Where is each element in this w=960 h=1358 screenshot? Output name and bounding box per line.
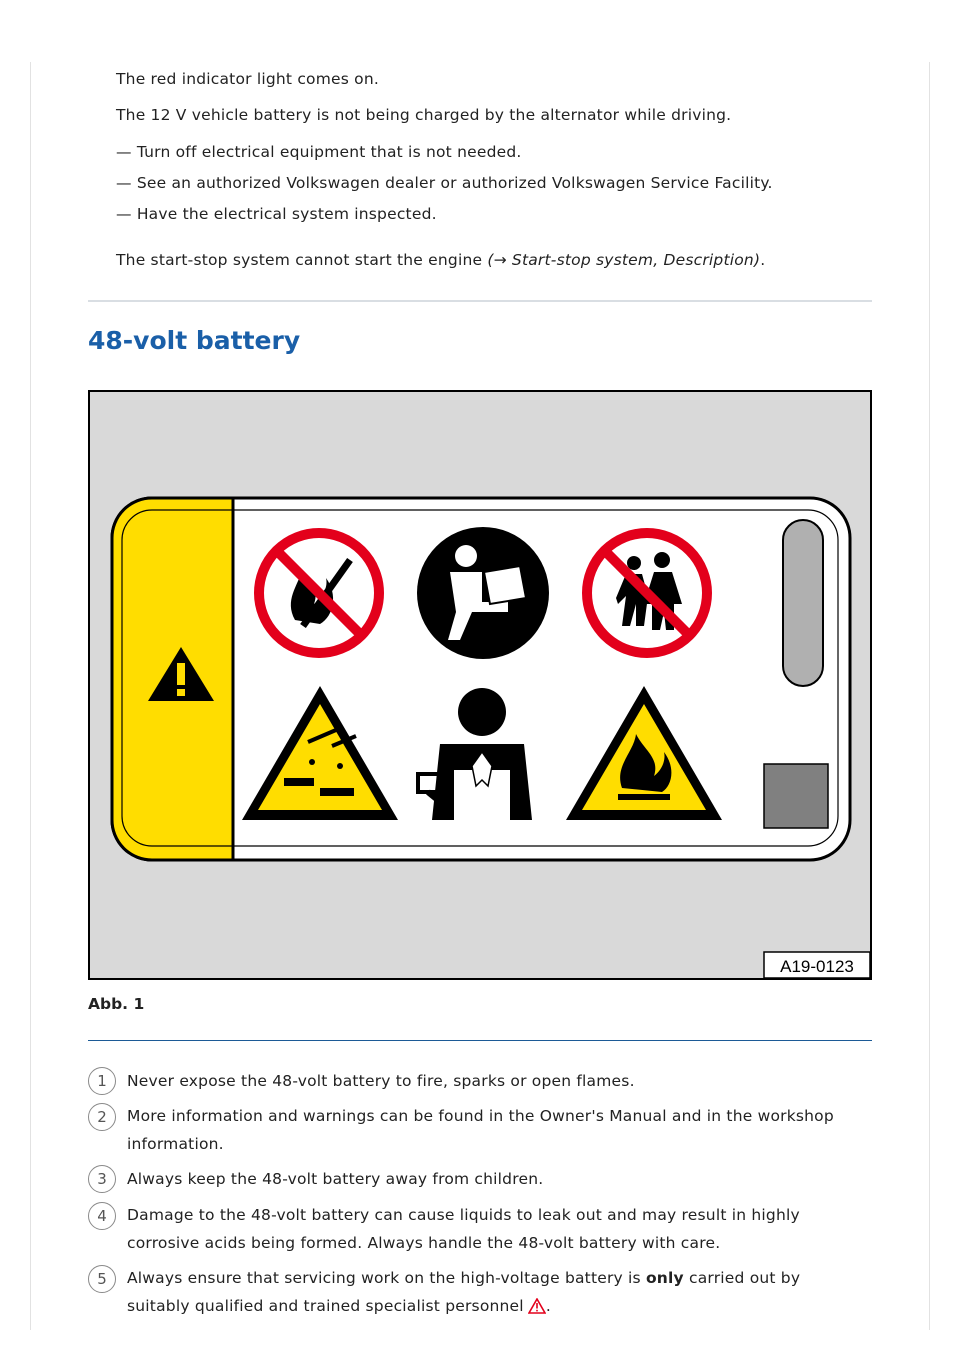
battery-label-figure (88, 390, 872, 980)
start-stop-link[interactable]: (→ Start-stop system, Description) (487, 251, 761, 269)
item-number-5: 5 (88, 1265, 116, 1293)
warning-reference-icon[interactable] (528, 1295, 546, 1323)
intro-line-1: The red indicator light comes on. (116, 70, 380, 88)
item-text-2: More information and warnings can be found in the Owner's Manual and in the workshop information. (127, 1107, 834, 1153)
page-border-right (929, 62, 930, 1330)
item-number-1: 1 (88, 1067, 116, 1095)
figure-code: A19-0123 (780, 957, 854, 976)
item-5-emphasis: only (645, 1269, 684, 1287)
caption-divider (88, 1040, 872, 1041)
item-number-2: 2 (88, 1103, 116, 1131)
item-5-end: . (545, 1297, 551, 1315)
page-border-left (30, 62, 31, 1330)
item-text-3: Always keep the 48-volt battery away from children. (127, 1170, 544, 1188)
no-open-flame-icon (259, 533, 379, 653)
item-text-4: Damage to the 48-volt battery can cause liquids to leak out and may result in highly corrosive acids being formed. Always handle the 48-volt battery with care. (127, 1206, 800, 1252)
line3-suffix: . (760, 251, 766, 269)
item-5-part-1: Always ensure that servicing work on the high-voltage battery is (127, 1269, 646, 1287)
section-heading: 48-volt battery (88, 326, 301, 355)
intro-line-2: The 12 V vehicle battery is not being charged by the alternator while driving. (116, 106, 732, 124)
line3-prefix: The start-stop system cannot start the engine (116, 251, 488, 269)
intro-line-3 (116, 251, 765, 269)
item-text-1: Never expose the 48-volt battery to fire, sparks or open flames. (127, 1072, 635, 1090)
read-manual-icon (417, 527, 549, 659)
bullet-2: — See an authorized Volkswagen dealer or authorized Volkswagen Service Facility. (116, 174, 773, 192)
item-number-3: 3 (88, 1165, 116, 1193)
section-divider (88, 300, 872, 302)
item-text-5 (127, 1264, 867, 1323)
item-number-4: 4 (88, 1202, 116, 1230)
bullet-3: — Have the electrical system inspected. (116, 205, 437, 223)
item-5-part-2: carried out by suitably qualified and trained specialist personnel (127, 1269, 801, 1315)
bullet-1: — Turn off electrical equipment that is not needed. (116, 143, 522, 161)
figure-caption: Abb. 1 (88, 995, 145, 1013)
no-children-icon (587, 533, 707, 653)
